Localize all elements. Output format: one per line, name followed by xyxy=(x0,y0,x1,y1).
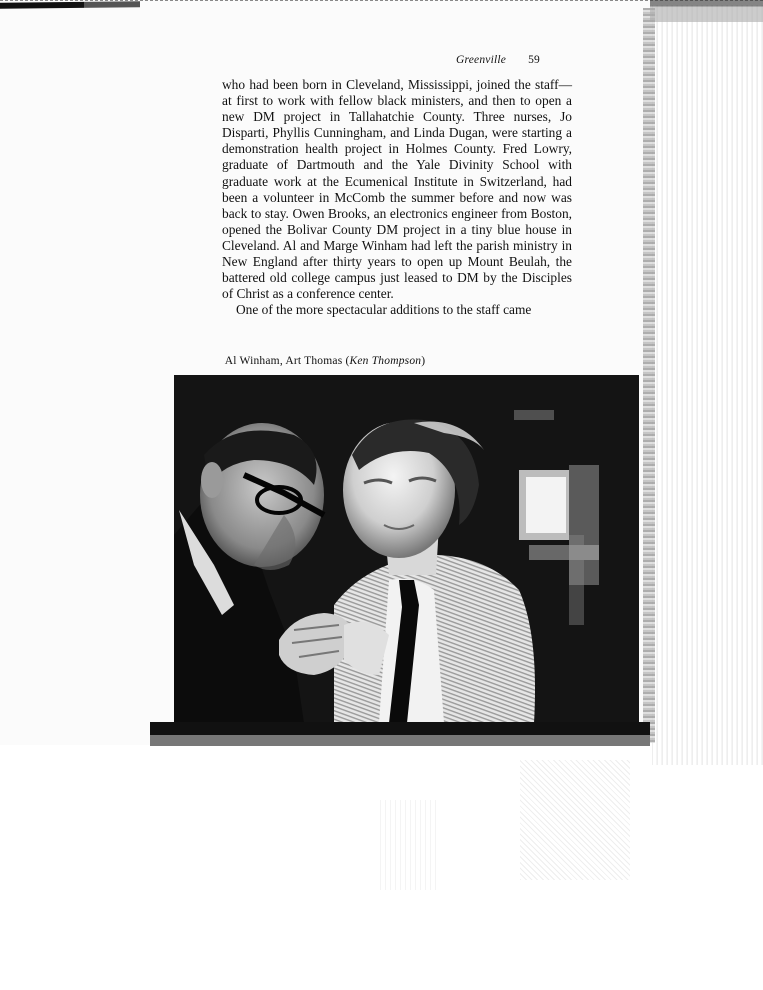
figure-caption: Al Winham, Art Thomas (Ken Thompson) xyxy=(224,355,426,367)
scan-noise xyxy=(520,760,630,880)
scan-noise xyxy=(380,800,440,890)
photo-illustration xyxy=(174,375,639,723)
page-bottom-shadow xyxy=(150,722,650,746)
page-edge-shadow xyxy=(643,8,655,743)
page-number: 59 xyxy=(528,54,541,66)
caption-names: Al Winham, Art Thomas xyxy=(224,355,343,367)
running-head xyxy=(456,54,540,66)
scan-top-right-mark xyxy=(650,0,763,22)
paragraph: One of the more spectacular additions to the staff came xyxy=(236,302,532,318)
paragraph: who had been born in Cleveland, Mississippi, joined the staff—at first to work with fellow black ministers, and then to open a new DM project in Tallahatchie County. Three nurses, Jo Disparti, Phyllis Cunningham, and Linda Dugan, were starting a demonstration health project in Holmes County. Fred Lowry, graduate of Dartmouth and the Yale Divinity School with graduate work at the Ecumenical Institute in Switzerland, had been a volunteer in McComb the summer before and now was back to stay. Owen Brooks, an electronics engineer from Boston, opened the Bolivar County DM project in a tiny blue house in Cleveland. Al and Marge Winham had left the parish ministry in New England after thirty years to open up Mount Beulah, the battered old college campus just leased to DM by the Disciples of Christ as a conference center. xyxy=(222,77,572,302)
caption-credit: Ken Thompson xyxy=(349,355,422,367)
running-title: Greenville xyxy=(456,54,507,66)
body-text xyxy=(222,77,572,318)
photograph xyxy=(174,375,639,723)
scan-margin-texture xyxy=(652,5,763,765)
